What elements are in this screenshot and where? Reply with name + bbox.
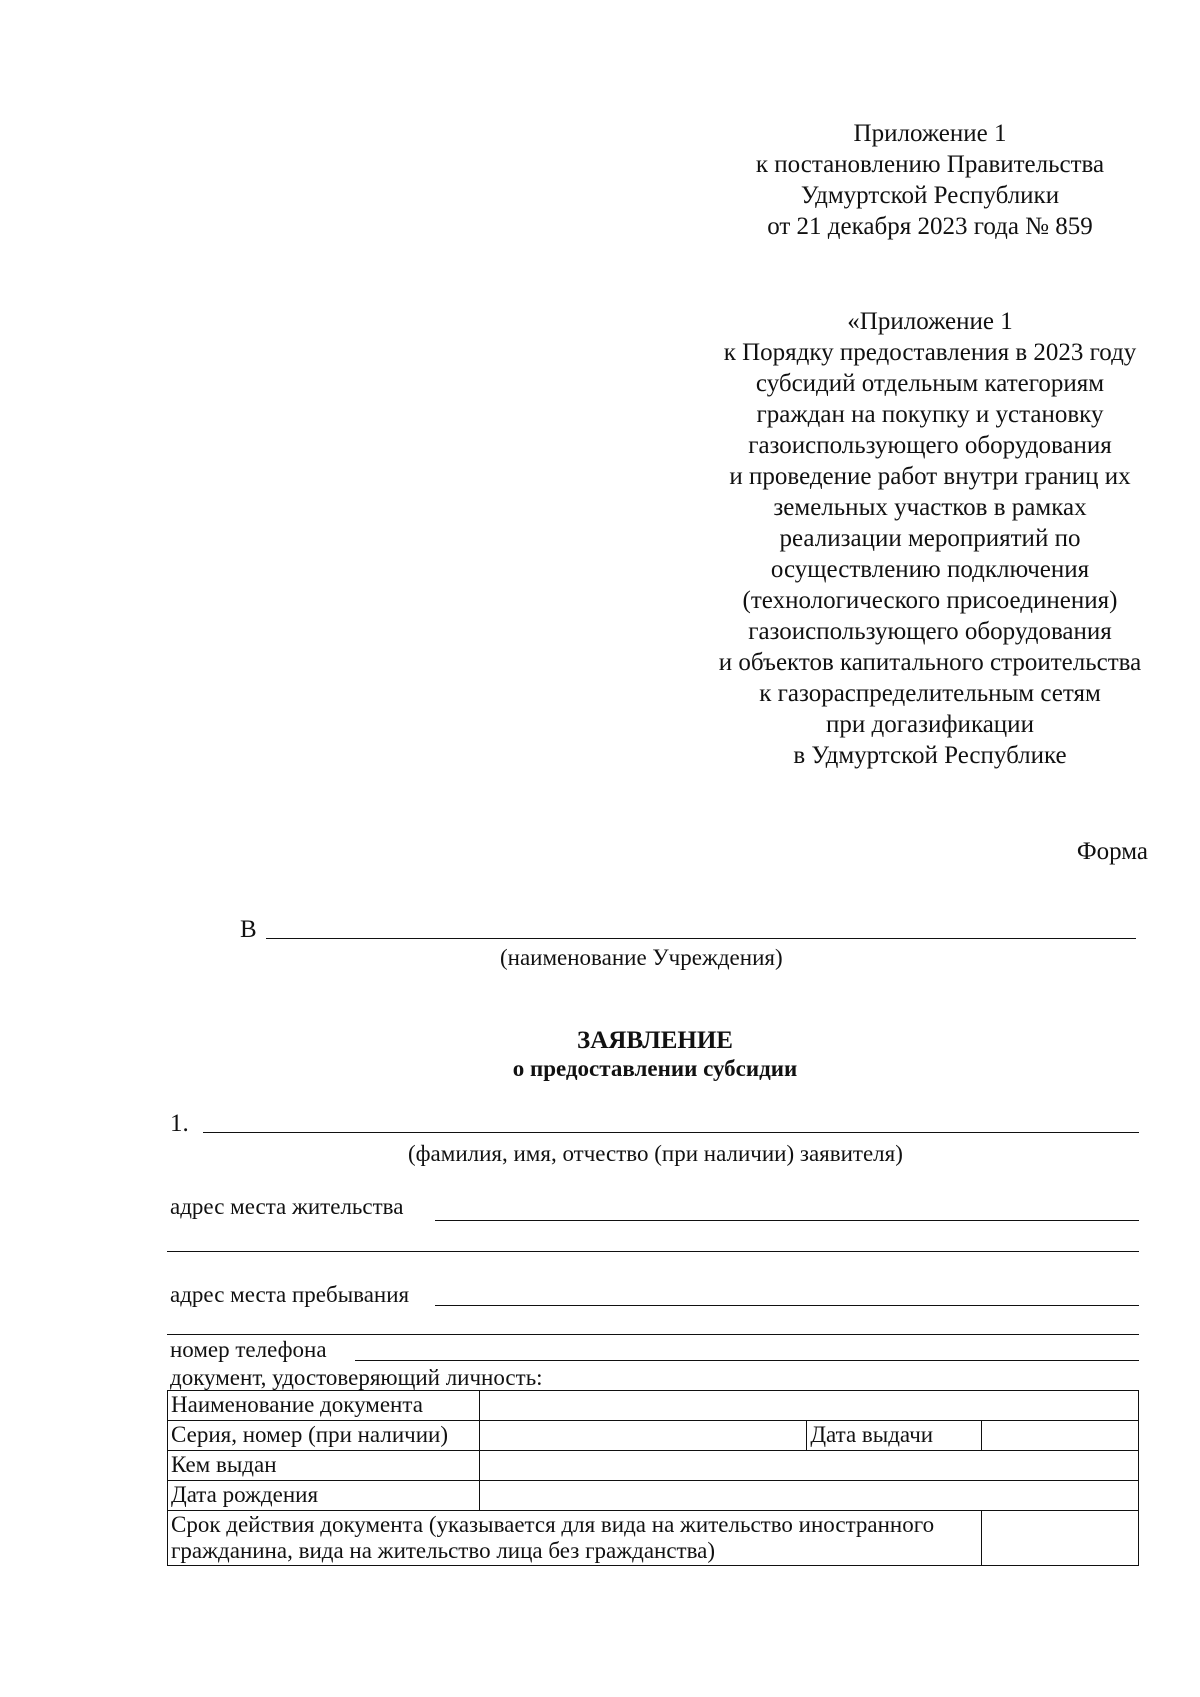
issue-date-label: Дата выдачи [807, 1421, 982, 1451]
issued-by-cell[interactable] [479, 1451, 1138, 1481]
procedure-line: к газораспределительным сетям [759, 680, 1101, 707]
form-subtitle: о предоставлении субсидии [512, 1056, 798, 1081]
procedure-line: земельных участков в рамках [773, 494, 1087, 521]
phone-label: номер телефона [170, 1337, 327, 1362]
table-row [168, 1421, 1139, 1451]
applicant-name-caption: (фамилия, имя, отчество (при наличии) заявителя) [408, 1141, 903, 1166]
issue-date-cell[interactable] [982, 1421, 1139, 1451]
id-document-table [167, 1390, 1139, 1566]
applicant-name-field[interactable] [203, 1132, 1139, 1133]
birth-date-label: Дата рождения [168, 1481, 480, 1511]
procedure-line: «Приложение 1 [847, 308, 1013, 335]
table-row [168, 1451, 1139, 1481]
appendix-header [610, 118, 1200, 242]
procedure-line: (технологического присоединения) [742, 587, 1118, 614]
addressee-field[interactable] [266, 938, 1136, 939]
validity-label: Срок действия документа (указывается для вида на жительство иностранного гражданина, вида на жительство лица без гражданства) [168, 1511, 982, 1566]
form-title: ЗАЯВЛЕНИЕ [577, 1027, 733, 1054]
appendix-line: к постановлению Правительства [755, 151, 1105, 178]
doc-name-label: Наименование документа [168, 1391, 480, 1421]
series-number-cell[interactable] [479, 1421, 807, 1451]
residence-label: адрес места жительства [170, 1194, 404, 1219]
addressee-prefix: В [240, 916, 257, 943]
procedure-appendix [610, 306, 1200, 771]
appendix-line: от 21 декабря 2023 года № 859 [767, 213, 1093, 240]
form-label: Форма [1076, 838, 1148, 865]
stay-label: адрес места пребывания [170, 1282, 410, 1307]
stay-field-line2[interactable] [167, 1334, 1139, 1335]
doc-name-cell[interactable] [479, 1391, 1138, 1421]
id-doc-label: документ, удостоверяющий личность: [170, 1365, 543, 1390]
table-row [168, 1391, 1139, 1421]
procedure-line: к Порядку предоставления в 2023 году [723, 339, 1137, 366]
procedure-line: газоиспользующего оборудования [748, 618, 1112, 645]
appendix-line: Приложение 1 [853, 120, 1007, 147]
issued-by-label: Кем выдан [168, 1451, 480, 1481]
procedure-line: граждан на покупку и установку [756, 401, 1104, 428]
item-number: 1. [170, 1110, 189, 1137]
stay-field[interactable] [435, 1305, 1139, 1306]
procedure-line: осуществлению подключения [770, 556, 1090, 583]
procedure-line: субсидий отдельным категориям [755, 370, 1105, 397]
table-row [168, 1511, 1139, 1566]
procedure-line: и проведение работ внутри границ их [729, 463, 1131, 490]
phone-field[interactable] [355, 1360, 1139, 1361]
procedure-line: в Удмуртской Республике [793, 742, 1067, 769]
procedure-line: газоиспользующего оборудования [748, 432, 1112, 459]
appendix-line: Удмуртской Республики [800, 182, 1060, 209]
birth-date-cell[interactable] [479, 1481, 1138, 1511]
procedure-line: реализации мероприятий по [779, 525, 1081, 552]
addressee-caption: (наименование Учреждения) [500, 945, 783, 970]
procedure-line: и объектов капитального строительства [718, 649, 1142, 676]
validity-cell[interactable] [982, 1511, 1139, 1566]
series-number-label: Серия, номер (при наличии) [168, 1421, 480, 1451]
procedure-line: при догазификации [826, 711, 1034, 738]
residence-field[interactable] [435, 1220, 1139, 1221]
table-row [168, 1481, 1139, 1511]
residence-field-line2[interactable] [167, 1251, 1139, 1252]
